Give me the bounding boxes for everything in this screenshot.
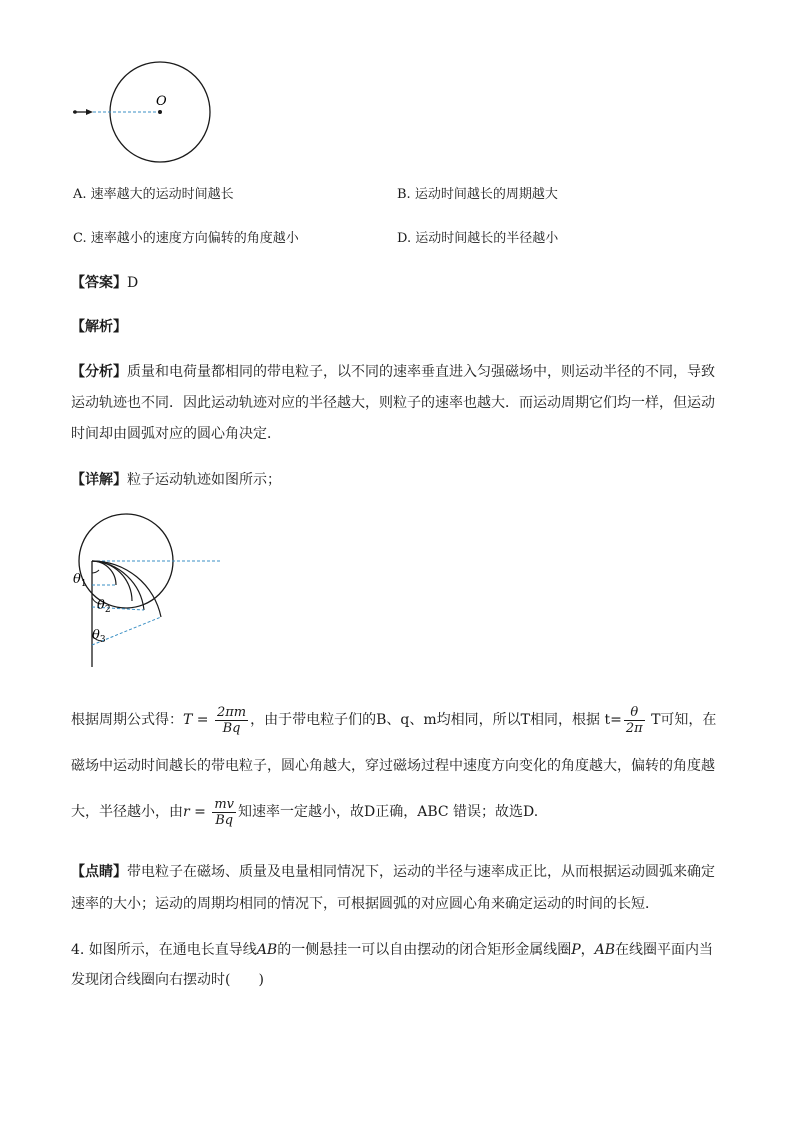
arrow-head-icon <box>86 109 93 115</box>
answer-line <box>71 273 138 293</box>
formula-line-1 <box>71 703 716 737</box>
xiangjie-line <box>71 470 281 490</box>
equals-sign-2: = <box>189 804 211 820</box>
option-a: A. 速率越大的运动时间越长 <box>73 187 234 202</box>
dianjing-line-1 <box>71 862 715 882</box>
theta3-label: $\theta_3$ <box>92 628 106 645</box>
analysis-heading: 【解析】 <box>71 319 127 335</box>
trajectory-medium <box>92 561 132 601</box>
formula-text-4: 大，半径越小，由 <box>71 804 183 820</box>
question4-line-2: 发现闭合线圈向右摆动时( ) <box>71 972 264 988</box>
symbol-T: T <box>183 712 193 728</box>
figure-trajectories <box>66 505 236 675</box>
q4-text-3: ， <box>580 942 595 958</box>
answer-tag: 【答案】 <box>71 275 127 291</box>
particle-dot <box>73 110 77 114</box>
q4-symbol-p: P <box>571 942 581 958</box>
q4-text-1: 4. 如图所示，在通电长直导线 <box>71 942 257 958</box>
equals-sign: = <box>192 712 213 728</box>
dianjing-tag: 【点睛】 <box>71 864 127 880</box>
figure-circle-entry <box>65 60 225 170</box>
fraction-radius: $\frac{mv}{Bq}$ <box>214 796 235 828</box>
angle-arc-1 <box>92 570 99 573</box>
question4-line-1 <box>71 940 713 960</box>
formula-text-3: T可知，在 <box>646 712 717 728</box>
fraction-period: $\frac{2\pi m}{Bq}$ <box>216 704 247 736</box>
option-d: D. 运动时间越长的半径越小 <box>397 231 559 246</box>
q4-symbol-ab: AB <box>256 942 278 958</box>
fenxi-text-1: 质量和电荷量都相同的带电粒子，以不同的速率垂直进入匀强磁场中，则运动半径的不同，导致 <box>127 364 715 380</box>
formula-text-2: ，由于带电粒子们的B、q、m均相同，所以T相同，根据 t= <box>250 712 622 728</box>
xiangjie-text: 粒子运动轨迹如图所示； <box>127 472 281 488</box>
trajectory-small <box>92 561 116 585</box>
formula-text-5: 知速率一定越小，故D正确，ABC 错误；故选D. <box>238 804 539 820</box>
q4-text-2: 的一侧悬挂一可以自由摆动的闭合矩形金属线圈 <box>277 942 572 958</box>
answer-value: D <box>127 275 139 291</box>
symbol-r: r <box>183 804 190 820</box>
fenxi-tag: 【分析】 <box>71 364 127 380</box>
formula-text-1: 根据周期公式得： <box>71 712 183 728</box>
option-c: C. 速率越小的速度方向偏转的角度越小 <box>73 231 299 246</box>
q4-text-4: 在线圈平面内当 <box>615 942 714 958</box>
q4-symbol-ab-2: AB <box>594 942 616 958</box>
option-b: B. 运动时间越长的周期越大 <box>397 187 558 202</box>
fenxi-line-3: 时间却由圆弧对应的圆心角决定． <box>71 426 281 442</box>
center-point <box>158 110 162 114</box>
theta1-label: $\theta_1$ <box>73 572 87 589</box>
fenxi-line-1 <box>71 362 715 382</box>
dianjing-line-2: 速率的大小；运动的周期均相同的情况下，可根据圆弧的对应圆心角来确定运动的时间的长短． <box>71 896 659 912</box>
fraction-time: $\frac{\theta}{2\pi}$ <box>625 704 643 736</box>
formula-line-3 <box>71 795 538 829</box>
dianjing-text-1: 带电粒子在磁场、质量及电量相同情况下，运动的半径与速率成正比，从而根据运动圆弧来确定 <box>127 864 715 880</box>
center-label: O <box>156 94 167 109</box>
fenxi-line-2: 运动轨迹也不同．因此运动轨迹对应的半径越大，则粒子的速率也越大．而运动周期它们均一样，但运动 <box>71 395 715 411</box>
formula-line-2: 磁场中运动时间越长的带电粒子，圆心角越大，穿过磁场过程中速度方向变化的角度越大，偏转的角度越 <box>71 758 715 774</box>
theta2-label: $\theta_2$ <box>97 598 111 615</box>
xiangjie-tag: 【详解】 <box>71 472 127 488</box>
